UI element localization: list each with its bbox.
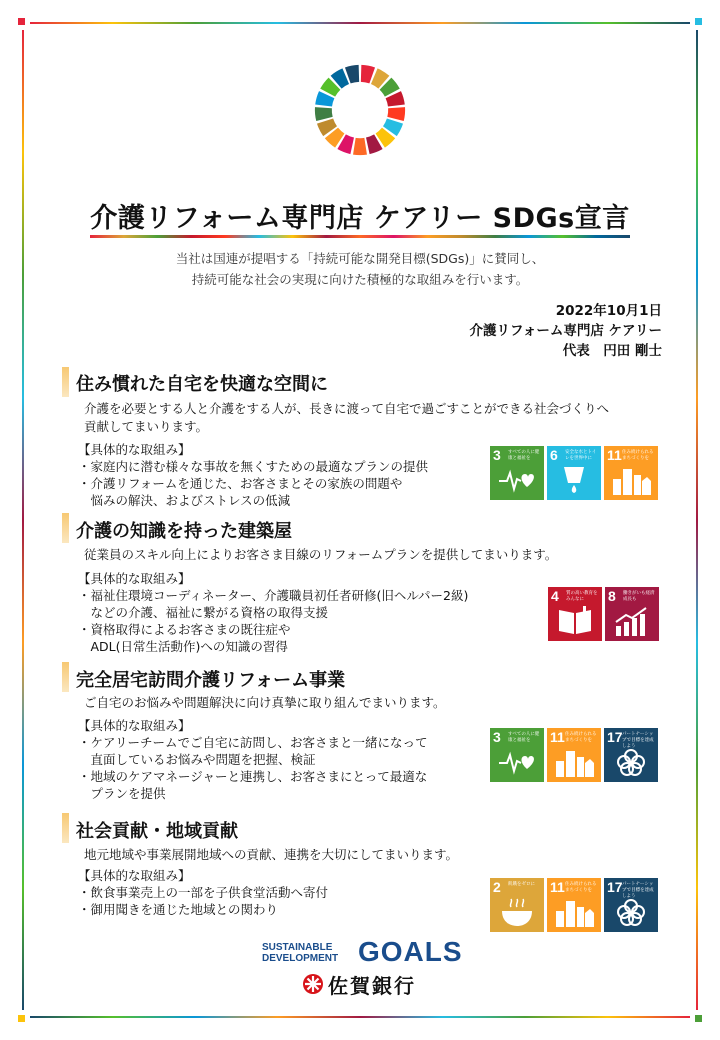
wheel-segment (353, 138, 367, 155)
sdg-tile-11 (604, 446, 658, 500)
sdg-number: 11 (550, 729, 565, 745)
wheel-segment (315, 107, 333, 121)
intro-text (0, 248, 720, 290)
sdgs-logo-line: DEVELOPMENT (262, 953, 339, 964)
sdg-tile-11 (547, 878, 601, 932)
sdg-label: 住み続けられるまちづくりを (622, 449, 654, 460)
section-heading: 介護の知識を持った建築屋 (76, 521, 292, 542)
sdg-number: 3 (493, 447, 501, 463)
section-actions (78, 867, 328, 918)
lead-line: 従業員のスキル向上によりお客さま目線のリフォームプランを提供してまいります。 (84, 547, 558, 562)
saga-bank-logo (302, 970, 432, 1000)
section-marker (62, 662, 69, 692)
sdg-label: 住み続けられるまちづくりを (565, 731, 597, 742)
action-item: ADL(日常生活動作)への知識の習得 (78, 639, 288, 654)
sdg-label: 安全な水とトイレを世界中に (565, 449, 597, 460)
sdg-number: 6 (550, 447, 558, 463)
section-heading: 住み慣れた自宅を快適な空間に (76, 374, 328, 395)
sdg-number: 3 (493, 729, 501, 745)
section-marker (62, 813, 69, 843)
bank-name: 佐賀銀行 (328, 974, 416, 998)
actions-label: 【具体的な取組み】 (78, 718, 191, 733)
sdg-tile-3 (490, 728, 544, 782)
sdgs-wheel-icon (313, 63, 407, 157)
section-actions (78, 717, 428, 802)
signature (470, 301, 663, 361)
sdg-tile-17 (604, 878, 658, 932)
bank-mark-icon (302, 973, 324, 995)
sdgs-logo-text (262, 942, 338, 964)
lead-line: 地元地域や事業展開地域への貢献、連携を大切にしてまいります。 (84, 847, 459, 862)
section-lead (84, 546, 557, 564)
sdg-icons (490, 728, 658, 782)
action-item: 直面しているお悩みや問題を把握、検証 (78, 752, 316, 767)
section-marker (62, 513, 69, 543)
intro-line: 持続可能な社会の実現に向けた積極的な取組みを行います。 (191, 272, 529, 287)
action-item: ・地域のケアマネージャーと連携し、お客さまにとって最適な (78, 769, 428, 784)
sdg-label: すべての人に健康と福祉を (508, 731, 540, 742)
actions-label: 【具体的な取組み】 (78, 868, 191, 883)
sdgs-goals-logo (262, 938, 462, 970)
sdg-tile-6 (547, 446, 601, 500)
sdg-tile-8 (605, 587, 659, 641)
sdg-label: 働きがいも経済成長も (623, 590, 655, 601)
lead-line: 介護を必要とする人と介護をする人が、長きに渡って自宅で過ごすことができる社会づくりへ (84, 401, 610, 416)
action-item: ・介護リフォームを通じた、お客さまとその家族の問題や (78, 476, 403, 491)
sdg-number: 2 (493, 879, 501, 895)
intro-line: 当社は国連が提唱する「持続可能な開発目標(SDGs)」に賛同し、 (175, 251, 545, 266)
actions-label: 【具体的な取組み】 (78, 571, 191, 586)
title-underline (90, 235, 630, 238)
sdg-label: パートナーシップで目標を達成しよう (622, 731, 654, 748)
action-item: などの介護、福祉に繋がる資格の取得支援 (78, 605, 329, 620)
section-lead (84, 846, 458, 864)
lead-line: 貢献してまいります。 (84, 419, 209, 434)
action-item: ・御用聞きを通じた地域との関わり (78, 902, 279, 917)
actions-label: 【具体的な取組み】 (78, 442, 191, 457)
action-item: ・福祉住環境コーディネーター、介護職員初任者研修(旧ヘルパー2級) (78, 588, 469, 603)
wheel-segment (387, 107, 405, 121)
sdg-icons (490, 446, 658, 500)
sdg-number: 17 (607, 729, 623, 745)
signature-date: 2022年10月1日 (555, 303, 662, 319)
section-heading: 完全居宅訪問介護リフォーム事業 (76, 670, 346, 691)
page-title: 介護リフォーム専門店 ケアリー SDGs宣言 (90, 203, 630, 234)
sdg-label: 住み続けられるまちづくりを (565, 881, 597, 892)
sdg-label: 飢餓をゼロに (508, 881, 535, 886)
lead-line: ご自宅のお悩みや問題解決に向け真摯に取り組んでまいります。 (84, 695, 446, 710)
sdg-number: 17 (607, 879, 623, 895)
sdg-tile-17 (604, 728, 658, 782)
action-item: ・飲食事業売上の一部を子供食堂活動へ寄付 (78, 885, 329, 900)
sdg-tile-11 (547, 728, 601, 782)
sdg-number: 4 (551, 588, 559, 604)
sdg-tile-4 (548, 587, 602, 641)
sdg-label: すべての人に健康と福祉を (508, 449, 540, 460)
section-marker (62, 367, 69, 397)
action-item: ・家庭内に潜む様々な事故を無くすための最適なプランの提供 (78, 459, 429, 474)
action-item: プランを提供 (78, 786, 166, 801)
sdg-icons (490, 878, 658, 932)
goals-wordmark: GOALS (358, 936, 463, 967)
sdg-number: 11 (550, 879, 565, 895)
sdg-icons (548, 587, 659, 641)
action-item: ・資格取得によるお客さまの既往症や (78, 622, 291, 637)
action-item: ・ケアリーチームでご自宅に訪問し、お客さまと一緒になって (78, 735, 428, 750)
sdg-number: 11 (607, 447, 622, 463)
sdg-tile-2 (490, 878, 544, 932)
section-actions (78, 570, 468, 655)
section-lead (84, 694, 446, 712)
action-item: 悩みの解決、およびストレスの低減 (78, 493, 291, 508)
sdg-tile-3 (490, 446, 544, 500)
sdgs-logo-line: SUSTAINABLE (262, 942, 333, 953)
section-lead (84, 400, 609, 436)
sdg-label: パートナーシップで目標を達成しよう (622, 881, 654, 898)
section-heading: 社会貢献・地域貢献 (76, 821, 238, 842)
section-actions (78, 441, 428, 509)
sdg-label: 質の高い教育をみんなに (566, 590, 598, 601)
signature-company: 介護リフォーム専門店 ケアリー (469, 323, 662, 339)
signature-representative: 代表 円田 剛士 (562, 343, 662, 359)
sdg-number: 8 (608, 588, 616, 604)
